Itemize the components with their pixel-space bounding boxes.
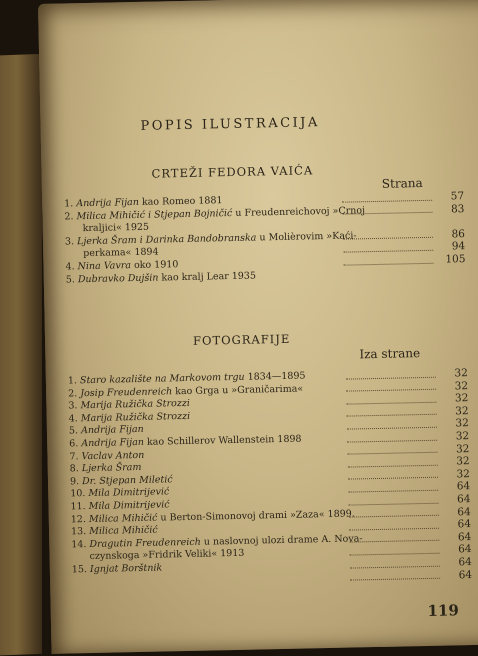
book-page <box>38 0 478 654</box>
photos-list <box>68 367 472 589</box>
item-name: Milica Mihičić <box>89 525 158 537</box>
item-page-number: 105 <box>435 253 465 266</box>
item-name: Dubravko Dujšin <box>78 272 159 285</box>
item-index: 1. <box>68 375 77 386</box>
item-index: 8. <box>70 463 79 474</box>
leader-dots <box>349 515 439 518</box>
item-name: Dr. Stjepan Miletić <box>82 474 173 487</box>
item-name: Marija Ružička Strozzi <box>81 411 191 424</box>
item-page-number: 64 <box>441 506 471 519</box>
item-page-number: 57 <box>434 190 464 203</box>
leader-dots <box>347 427 437 430</box>
item-page-number: 32 <box>440 455 470 468</box>
item-name: Andrija Fijan <box>81 437 144 449</box>
leader-dots <box>349 527 439 530</box>
item-page-number: 32 <box>439 430 469 443</box>
item-index: 3. <box>65 236 74 247</box>
page-heading: POPIS ILUSTRACIJA <box>140 115 320 134</box>
item-name: Josip Freudenreich <box>80 386 172 399</box>
item-description: u naslovnoj ulozi drame A. Nova- <box>201 533 363 547</box>
item-page-number: 64 <box>441 518 471 531</box>
item-name: Staro kazalište na Markovom trgu <box>80 372 245 386</box>
leader-dots <box>342 199 432 202</box>
item-page-number: 94 <box>435 240 465 253</box>
item-page-number: 32 <box>439 443 469 456</box>
item-index: 15. <box>72 564 87 575</box>
leader-dots <box>343 250 433 253</box>
leader-dots <box>350 578 440 581</box>
page-number: 119 <box>427 601 459 620</box>
item-page-number: 64 <box>441 531 471 544</box>
item-index: 5. <box>69 426 78 437</box>
item-description: perkama« 1894 <box>83 247 159 260</box>
item-index: 13. <box>71 526 86 537</box>
item-page-number: 86 <box>435 228 465 241</box>
item-page-number: 32 <box>438 367 468 380</box>
item-page-number: 32 <box>439 417 469 430</box>
item-index: 10. <box>70 488 85 499</box>
item-name: Mila Dimitrijević <box>88 487 169 500</box>
item-index: 3. <box>68 400 77 411</box>
item-name: Ljerka Šram <box>82 462 142 474</box>
item-index: 1. <box>64 198 73 209</box>
item-description: u Freudenreichovoj »Crnoj <box>232 205 365 219</box>
leader-dots <box>350 565 440 568</box>
leader-dots <box>344 262 434 265</box>
item-description: kao Grga u »Graničarima« <box>172 383 303 397</box>
drawings-section-title: CRTEŽI FEDORA VAIĆA <box>151 163 313 180</box>
item-description: kao Romeo 1881 <box>139 195 223 208</box>
item-description: kraljici« 1925 <box>83 222 150 234</box>
item-index: 4. <box>65 261 74 272</box>
leader-dots <box>350 553 440 556</box>
item-page-number: 32 <box>438 380 468 393</box>
leader-dots <box>346 389 436 392</box>
item-name: Dragutin Freudenreich <box>89 536 201 549</box>
item-index: 11. <box>70 501 85 512</box>
item-name: Ignjat Borštnik <box>90 562 162 575</box>
leader-dots <box>348 490 438 493</box>
item-index: 2. <box>64 211 73 222</box>
item-name: Andrija Fijan <box>76 197 139 209</box>
drawings-column-label: Strana <box>382 176 423 191</box>
item-description: 1834—1895 <box>245 370 306 382</box>
item-description: u Molièrovim »Kaći- <box>256 230 356 243</box>
item-index: 7. <box>69 451 78 462</box>
item-description: kao Schillerov Wallenstein 1898 <box>144 434 302 448</box>
leader-dots <box>349 540 439 543</box>
leader-dots <box>347 414 437 417</box>
item-index: 12. <box>71 514 86 525</box>
item-page-number: 32 <box>438 392 468 405</box>
item-page-number: 64 <box>440 480 470 493</box>
photos-column-label: Iza strane <box>359 346 420 361</box>
item-description: czynskoga »Fridrik Veliki« 1913 <box>89 548 244 562</box>
leader-dots <box>347 452 437 455</box>
item-description: kao kralj Lear 1935 <box>158 270 256 283</box>
item-page-number: 64 <box>442 569 472 582</box>
item-name: Marija Ružička Strozzi <box>80 398 190 411</box>
item-name: Vaclav Anton <box>81 449 144 461</box>
item-page-number <box>435 215 465 216</box>
item-index: 4. <box>69 413 78 424</box>
item-index: 5. <box>66 274 75 285</box>
item-page-number: 32 <box>438 405 468 418</box>
item-name: Milica Mihičić <box>89 512 158 524</box>
facing-page-edge <box>0 54 42 656</box>
leader-dots <box>349 502 439 505</box>
leader-dots <box>346 376 436 379</box>
item-page-number: 32 <box>440 468 470 481</box>
item-page-number: 64 <box>442 556 472 569</box>
item-index: 2. <box>68 388 77 399</box>
item-index: 6. <box>69 438 78 449</box>
item-page-number <box>436 266 466 267</box>
item-name: Nina Vavra <box>78 260 132 272</box>
item-name: Ljerka Šram i Darinka Bandobranska <box>77 232 257 247</box>
leader-dots <box>346 402 436 405</box>
leader-dots <box>348 477 438 480</box>
photos-section-title: FOTOGRAFIJE <box>193 332 290 348</box>
item-description: u Berton-Simonovoj drami »Zaza« 1899. <box>157 508 355 523</box>
item-name: Andrija Fijan <box>81 424 144 436</box>
item-index: 14. <box>71 539 86 550</box>
leader-dots <box>347 439 437 442</box>
item-page-number: 83 <box>434 203 464 216</box>
item-name: Milica Mihičić i Stjepan Bojničić <box>76 208 232 222</box>
drawings-list <box>64 190 466 287</box>
item-name: Mila Dimitrijević <box>89 499 170 512</box>
item-index: 9. <box>70 476 79 487</box>
item-page-number: 64 <box>440 493 470 506</box>
item-description: oko 1910 <box>131 259 179 271</box>
leader-dots <box>348 464 438 467</box>
item-page-number: 64 <box>441 543 471 556</box>
